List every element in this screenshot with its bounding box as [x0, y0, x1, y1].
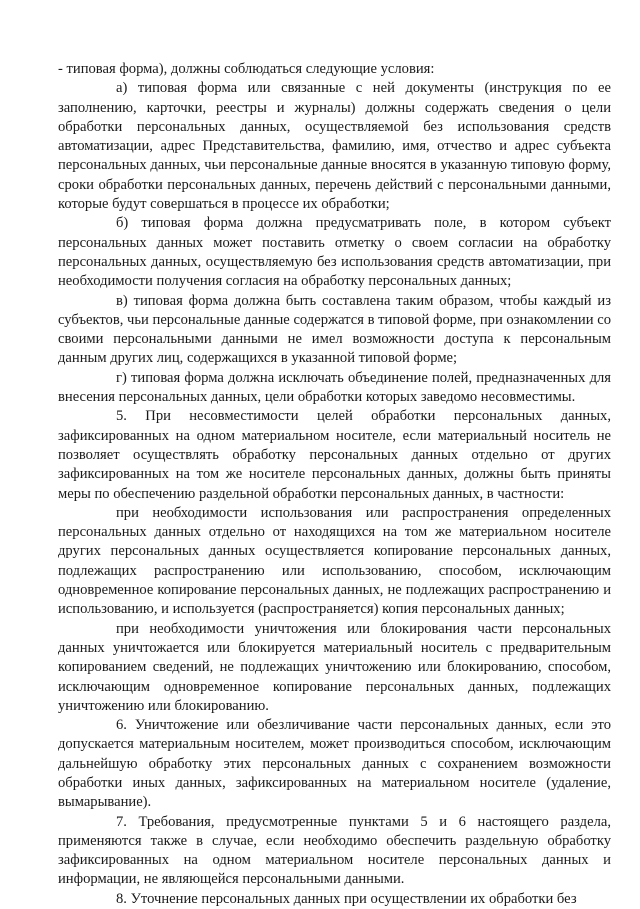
- paragraph-item-b: б) типовая форма должна предусматривать поле, в котором субъект персональных данных может поставить отметку о своем согласии на обработку персональных данных, осуществляемую без использования средств автоматизации, при необходимости получения согласия на обработку персональных данных;: [58, 215, 611, 290]
- paragraph-section-5: 5. При несовместимости целей обработки персональных данных, зафиксированных на одном материальном носителе, если материальный носитель не позволяет осуществлять обработку персональных данных отдельно от других зафиксированных на том же носителе персональных данных, должны быть приняты меры по обеспечению раздельной обработки персональных данных, в частности:: [58, 408, 611, 502]
- paragraph-section-5-copying: при необходимости использования или распространения определенных персональных данных отдельно от находящихся на том же материальном носителе других персональных данных осуществляется копирование персональных данных, подлежащих распространению или использованию, способом, исключающим одновременное копирование персональных данных, не подлежащих распространению и использованию, и используется (распространяется) копия персональных данных;: [58, 504, 611, 618]
- paragraph-section-5-destruction: при необходимости уничтожения или блокирования части персональных данных уничтожается или блокируется материальный носитель с предварительным копированием сведений, не подлежащих уничтожению или блокированию, способом, исключающим одновременное копирование персональных данных, подлежащих уничтожению или блокированию.: [58, 620, 611, 714]
- paragraph-section-7: 7. Требования, предусмотренные пунктами 5 и 6 настоящего раздела, применяются также в случае, если необходимо обеспечить раздельную обработку зафиксированных на одном материальном носителе персональных данных и информации, не являющейся персональными данными.: [58, 813, 611, 888]
- paragraph-section-6: 6. Уничтожение или обезличивание части персональных данных, если это допускается материальным носителем, может производиться способом, исключающим дальнейшую обработку этих персональных данных с сохранением возможности обработки иных данных, зафиксированных на материальном носителе (удаление, вымарывание).: [58, 717, 611, 811]
- paragraph-item-a: а) типовая форма или связанные с ней документы (инструкция по ее заполнению, карточки, реестры и журналы) должны содержать сведения о цели обработки персональных данных, осуществляемой без использования средств автоматизации, адрес Представительства, фамилию, имя, отчество и адрес субъекта персональных данных, чьи персональные данные вносятся в указанную типовую форму, сроки обработки персональных данных, перечень действий с персональными данными, которые будут совершаться в процессе их обработки;: [58, 80, 611, 213]
- paragraph-item-v: в) типовая форма должна быть составлена таким образом, чтобы каждый из субъектов, чьи персональные данные содержатся в типовой форме, при ознакомлении со своими персональными данными не имел возможности доступа к персональным данным других лиц, содержащихся в указанной типовой форме;: [58, 292, 611, 367]
- document-page: [58, 60, 611, 909]
- paragraph-intro: - типовая форма), должны соблюдаться следующие условия:: [58, 61, 435, 77]
- paragraph-item-g: г) типовая форма должна исключать объединение полей, предназначенных для внесения персональных данных, цели обработки которых заведомо несовместимы.: [58, 369, 611, 406]
- paragraph-section-8: 8. Уточнение персональных данных при осуществлении их обработки без: [116, 890, 577, 907]
